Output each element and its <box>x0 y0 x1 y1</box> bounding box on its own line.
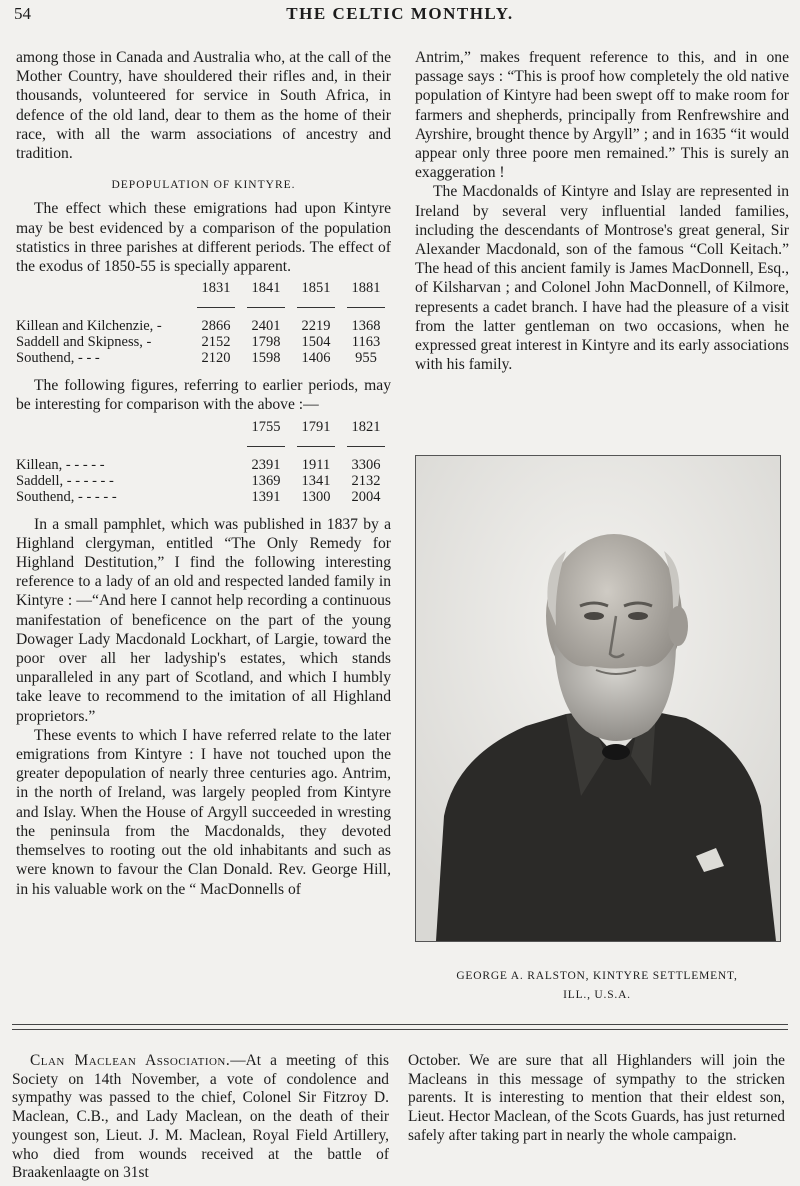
page-number: 54 <box>14 4 31 23</box>
table2-year: 1791 <box>301 418 331 435</box>
left-paragraph-3: The following figures, referring to earlier periods, may be interesting for comparison with the above :— <box>16 377 391 414</box>
bottom-right-text: October. We are sure that all Highlanders will join the Macleans in this message of sympathy to the stricken parents. It is interesting to mention that their eldest son, Lieut. Hector Maclean, of the Scots Guards, has just returned safely after taking part in nearly the whole campaign. <box>408 1052 785 1144</box>
table-cell-place: Saddell, - - - - - - <box>16 472 114 489</box>
table-cell: 2004 <box>351 488 381 505</box>
left-paragraph-2: The effect which these emigrations had upon Kintyre may be best evidenced by a comparison of the population statistics in three parishes at different periods. The effect of the exodus of 1850-55 is specially apparent. <box>16 200 391 276</box>
table-cell: 1406 <box>301 350 331 367</box>
table-cell: 2866 <box>201 318 231 335</box>
association-name: Clan Maclean Association. <box>30 1052 231 1069</box>
table-cell: 1911 <box>301 456 331 473</box>
table-cell: 1300 <box>301 488 331 505</box>
left-paragraph-1: among those in Canada and Australia who, at the call of the Mother Country, have shouldered their rifles and, in their thousands, volunteered for service in South Africa, in defence of the old land, dear to them as the home of their race, with all the warm associations of ancestry and tradition. <box>16 49 391 163</box>
table-cell: 1341 <box>301 472 331 489</box>
right-paragraph-2: The Macdonalds of Kintyre and Islay are represented in Ireland by several very influential landed families, including the descendants of Montrose's great general, Sir Alexander Macdonald, son of the famous “Coll Keitach.” The head of this ancient family is James MacDonnell, Esq., of Kilsharvan ; and Colonel John MacDonnell, of Kilmore, represents a cadet branch. I have had the pleasure of a visit from the latter gentleman on two occasions, when he expressed great interest in Kintyre and its early associations with his family. <box>415 183 789 374</box>
table-cell-place: Killean and Kilchenzie, - <box>16 318 162 335</box>
table-row <box>16 350 391 366</box>
table-cell: 2401 <box>251 318 281 335</box>
bottom-left-column <box>12 1052 389 1183</box>
table-cell: 2152 <box>201 334 231 351</box>
right-column <box>415 48 789 374</box>
section-divider <box>12 1024 788 1030</box>
population-table-1 <box>16 280 391 366</box>
table-cell: 2391 <box>251 456 281 473</box>
portrait-photo <box>415 455 781 942</box>
table-cell: 1391 <box>251 488 281 505</box>
table-cell: 1163 <box>351 334 381 351</box>
table-cell: 1504 <box>301 334 331 351</box>
table-cell-place: Southend, - - - - - <box>16 488 117 505</box>
table1-year: 1841 <box>251 280 281 297</box>
table-cell-place: Southend, - - - <box>16 350 100 367</box>
table-cell: 3306 <box>351 456 381 473</box>
caption-line-2: ILL., U.S.A. <box>563 989 631 1001</box>
table2-year: 1821 <box>351 418 381 435</box>
table-cell: 2132 <box>351 472 381 489</box>
bottom-left-text: —At a meeting of this Society on 14th November, a vote of condolence and sympathy was passed to the chief, Colonel Sir Fitzroy D. Maclean, C.B., and Lady Maclean, on the death of their youngest son, Lieut. J. M. Maclean, Royal Field Artillery, who died from wounds received at the battle of Braakenlaagte on 31st <box>12 1052 389 1182</box>
running-head: THE CELTIC MONTHLY. <box>286 4 514 23</box>
table-row <box>16 334 391 350</box>
left-paragraph-4: In a small pamphlet, which was published in 1837 by a Highland clergyman, entitled “The Only Remedy for Highland Destitution,” I find the following interesting reference to a lady of an old and respected landed family in Kintyre : —“And here I cannot help recording a continuous manifestation of beneficence on the part of the young Dowager Lady Macdonald Lockhart, of Largie, toward the poor over all her ladyship's estates, which stands unparalleled in any part of Scotland, and which I humbly take leave to recommend to the imitation of all Highland proprietors.” <box>16 515 391 725</box>
table1-year: 1831 <box>201 280 231 297</box>
table1-year: 1851 <box>301 280 331 297</box>
left-column <box>16 48 391 899</box>
table1-year: 1881 <box>351 280 381 297</box>
table-cell: 1798 <box>251 334 281 351</box>
table-cell-place: Killean, - - - - - <box>16 456 105 473</box>
portrait-caption <box>415 967 779 1005</box>
table-row <box>16 457 391 473</box>
caption-line-1: GEORGE A. RALSTON, KINTYRE SETTLEMENT, <box>456 970 738 982</box>
left-paragraph-5: These events to which I have referred relate to the later emigrations from Kintyre : I have not touched upon the greater depopulation of nearly three centuries ago. Antrim, in the north of Ireland, was largely peopled from Kintyre and Islay. When the House of Argyll succeeded in wresting the peninsula from the Macdonalds, they devoted themselves to rooting out the old inhabitants and such as were known to favour the Clan Donald. Rev. George Hill, in his valuable work on the “ MacDonnells of <box>16 726 391 898</box>
table-cell: 1598 <box>251 350 281 367</box>
table-cell: 2120 <box>201 350 231 367</box>
table-row <box>16 318 391 334</box>
table-row <box>16 473 391 489</box>
section-heading: DEPOPULATION OF KINTYRE. <box>111 179 296 192</box>
table-cell: 1368 <box>351 318 381 335</box>
table-cell-place: Saddell and Skipness, - <box>16 334 152 351</box>
table-cell: 1369 <box>251 472 281 489</box>
table-cell: 955 <box>355 350 377 367</box>
right-paragraph-1: Antrim,” makes frequent reference to this, and in one passage says : “This is proof how completely the old native population of Kintyre had been swept off to make room for farmers and shepherds, principally from Renfrewshire and Ayrshire, brought thence by Argyll” ; and in 1635 “it would appear only three poore men remained.” This is surely an exaggeration ! <box>415 49 789 182</box>
table2-year: 1755 <box>251 418 281 435</box>
table-cell: 2219 <box>301 318 331 335</box>
table-row <box>16 489 391 505</box>
portrait-illustration <box>416 456 780 941</box>
bottom-right-column <box>408 1052 785 1146</box>
population-table-2 <box>16 419 391 505</box>
